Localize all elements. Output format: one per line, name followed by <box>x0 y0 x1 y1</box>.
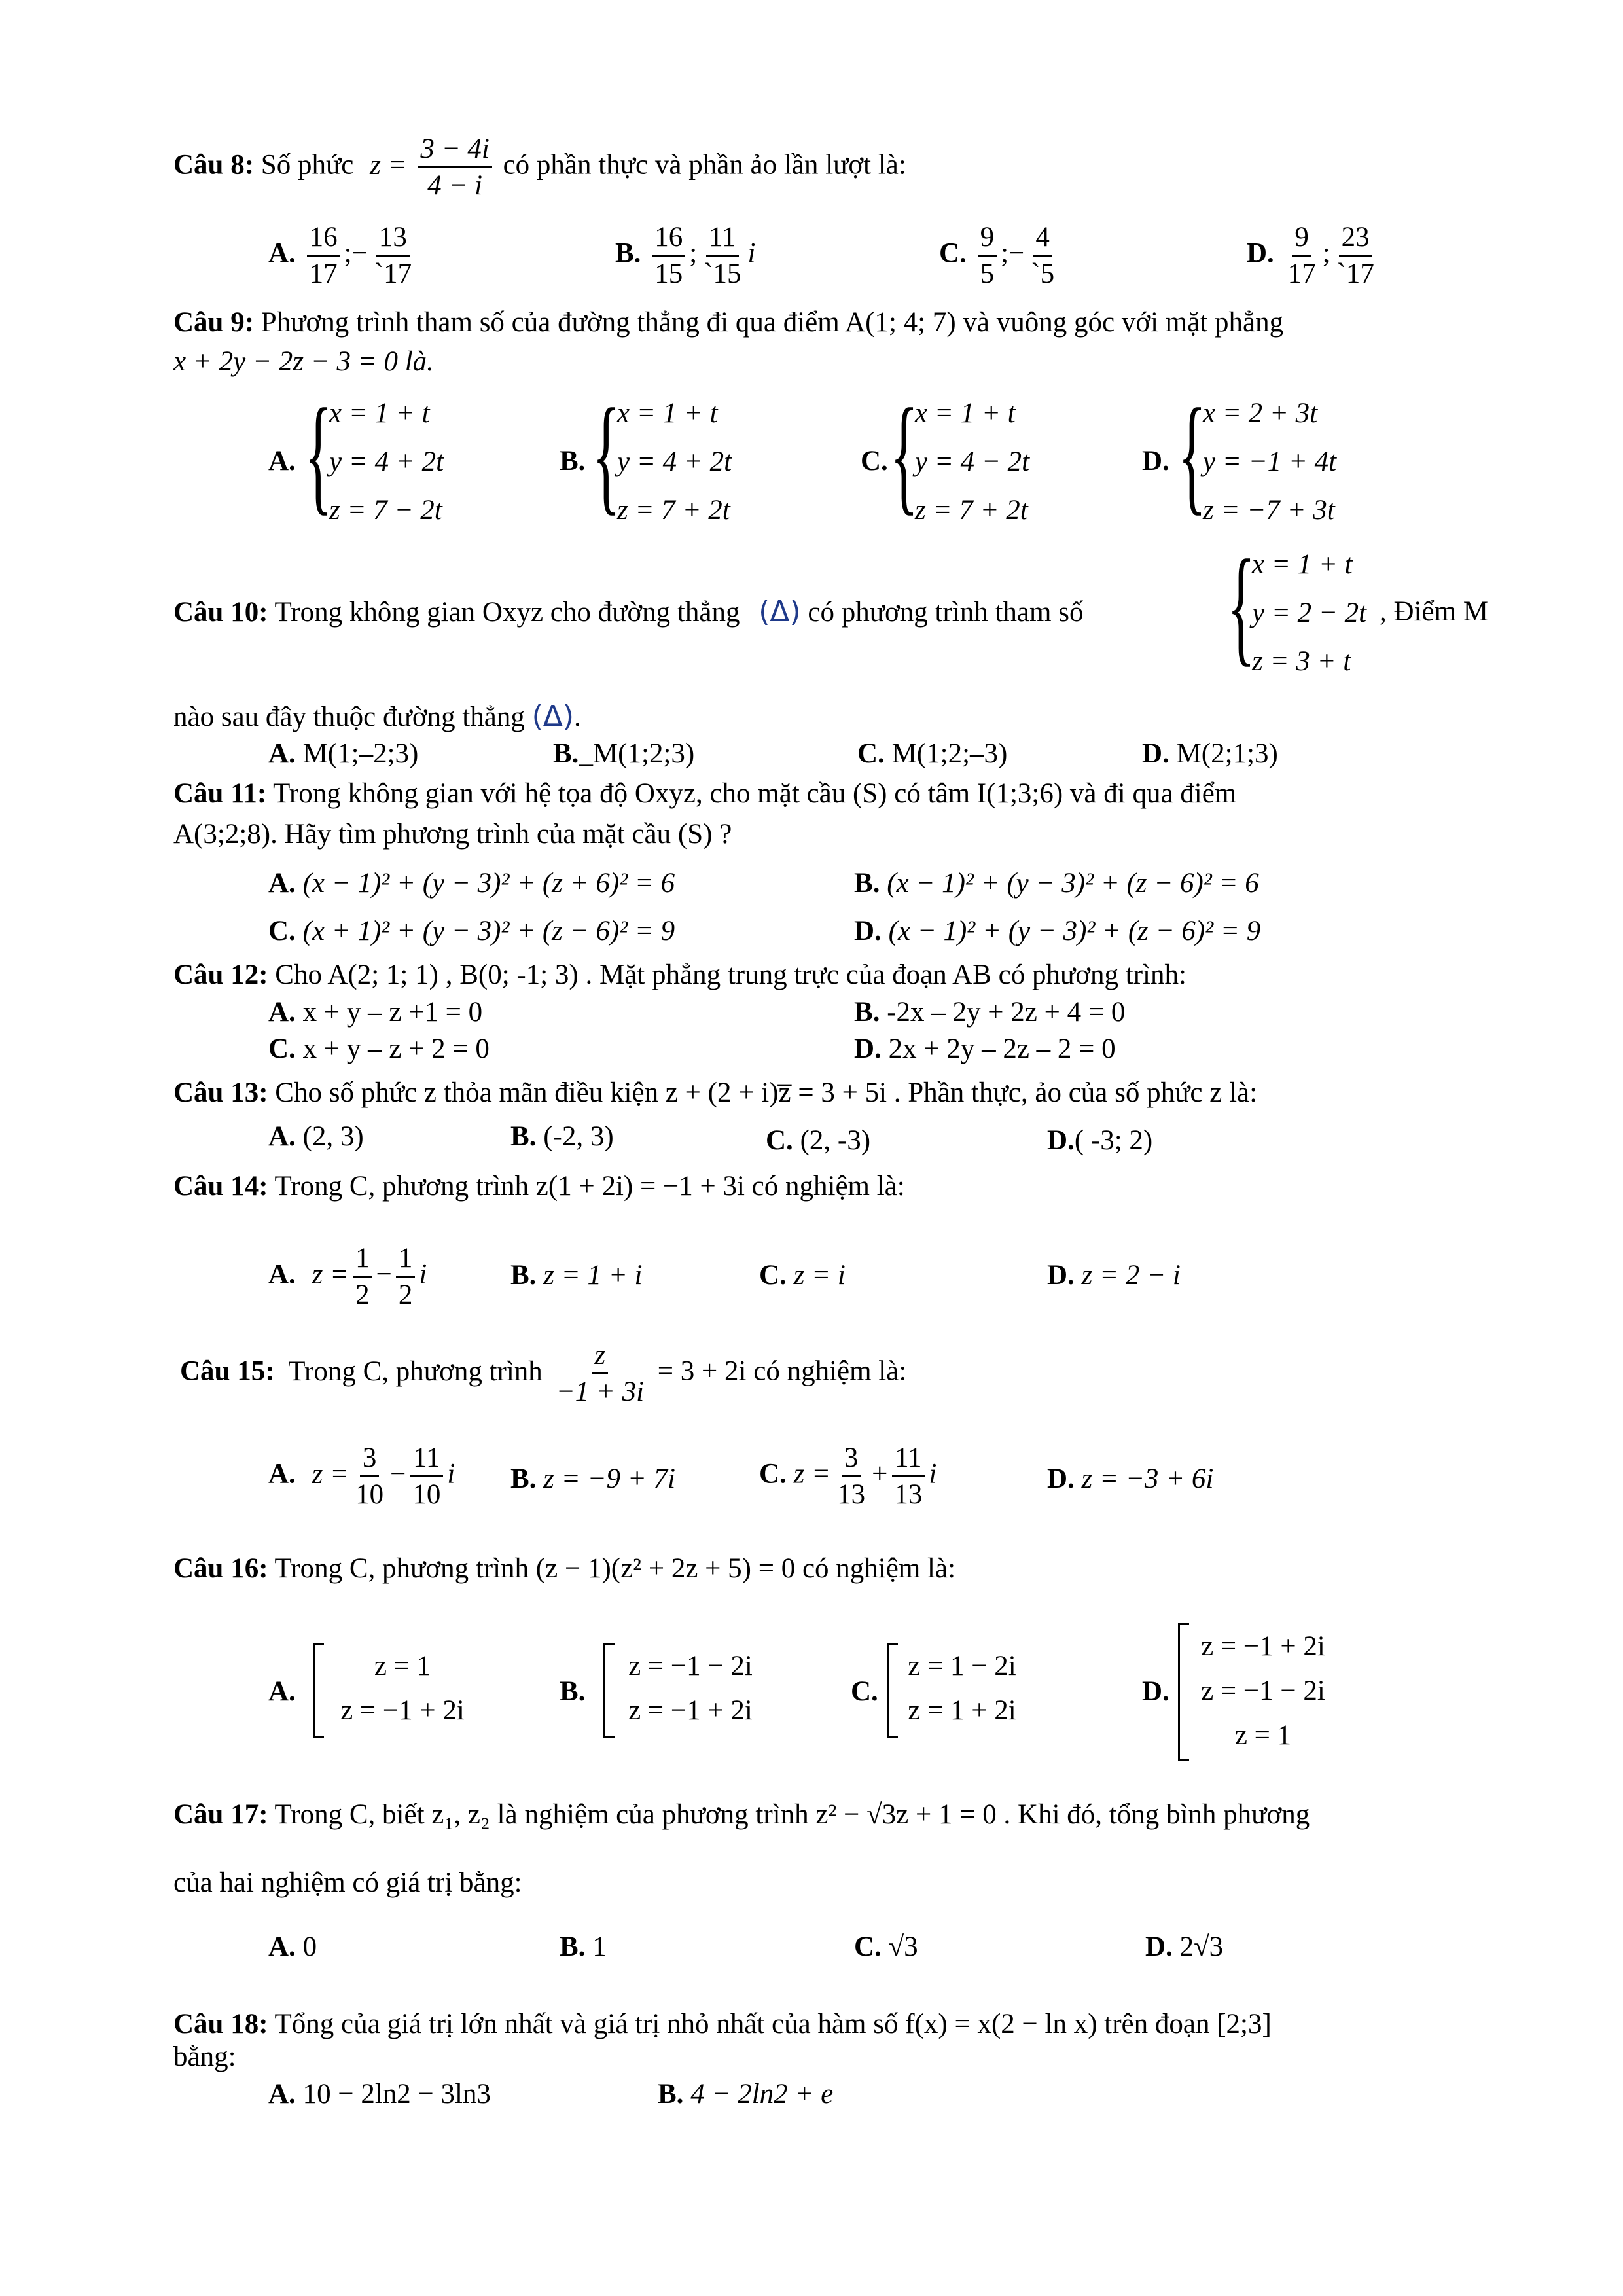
answer-option[interactable] <box>615 223 755 289</box>
brace-symbol: { <box>1178 382 1207 527</box>
option-label: B. <box>615 238 641 269</box>
fraction <box>834 1443 868 1509</box>
answer-option[interactable] <box>857 738 1007 770</box>
numerator: 11 <box>410 1443 442 1477</box>
question-label: Câu 16: <box>173 1553 268 1584</box>
numerator: 16 <box>307 223 340 257</box>
question-text: . <box>574 702 581 732</box>
solution-set[interactable] <box>897 1644 1027 1733</box>
option-text: 2x + 2y – 2z – 2 = 0 <box>888 1033 1116 1064</box>
question-text: Trong không gian Oxyz cho đường thẳng <box>274 597 740 628</box>
option-text: (x − 1)² + (y − 3)² + (z − 6)² = 6 <box>887 868 1259 899</box>
question-text: = 3 + 2i có nghiệm là: <box>657 1355 907 1387</box>
denominator: 5 <box>980 259 995 290</box>
denominator: 13 <box>837 1479 866 1511</box>
option-text: _M(1;2;3) <box>579 738 695 769</box>
question-label: Câu 18: <box>173 2009 268 2039</box>
option-label: B. <box>510 1463 537 1494</box>
option-label: C. <box>939 238 967 269</box>
question-text: có phương trình tham số <box>808 597 1084 628</box>
fraction <box>1334 223 1377 289</box>
question-label: Câu 15: <box>180 1355 275 1387</box>
option-label: C. <box>759 1458 787 1490</box>
numerator: 3 − 4i <box>418 134 491 168</box>
math-expr: z = <box>312 1458 349 1490</box>
option-text: -2x – 2y + 2z + 4 = 0 <box>887 997 1126 1028</box>
solution-row: z = −1 + 2i <box>1201 1631 1325 1662</box>
answer-option[interactable] <box>1145 1931 1223 1963</box>
answer-option[interactable] <box>268 2078 491 2110</box>
option-text: z = i <box>793 1260 846 1291</box>
question-text-cont: x + 2y − 2z − 3 = 0 là. <box>173 346 434 377</box>
answer-option[interactable] <box>268 738 418 770</box>
option-label: C. <box>857 738 885 769</box>
option-text: z = 1 + i <box>543 1260 643 1291</box>
option-label[interactable]: A. <box>268 1676 296 1707</box>
question-label: Câu 10: <box>173 597 268 628</box>
numerator: 16 <box>652 223 685 257</box>
option-label: D. <box>1047 1260 1075 1291</box>
option-text: 1 <box>592 1931 607 1962</box>
option-label[interactable]: D. <box>1142 1676 1169 1707</box>
answer-option[interactable] <box>1142 738 1278 770</box>
option-label: A. <box>268 1121 296 1152</box>
option-text: 4 − 2ln2 + e <box>690 2079 834 2109</box>
answer-option[interactable] <box>766 1124 870 1157</box>
question-label: Câu 11: <box>173 778 267 809</box>
option-label[interactable]: B. <box>560 446 586 476</box>
question-text: Trong C, phương trình z(1 + 2i) = −1 + 3i có nghiệm là: <box>274 1171 905 1202</box>
numerator: 3 <box>360 1443 380 1477</box>
fraction <box>978 223 997 289</box>
option-label: D. <box>1047 1125 1075 1156</box>
answer-option[interactable] <box>939 223 1061 289</box>
imag-unit: i <box>929 1458 937 1490</box>
fraction <box>307 223 340 289</box>
numerator: 11 <box>892 1443 924 1477</box>
option-label: C. <box>268 1033 296 1064</box>
question-12 <box>173 959 1186 991</box>
option-text: z = −3 + 6i <box>1081 1463 1214 1494</box>
fraction <box>891 1443 925 1509</box>
numerator: 13 <box>376 223 410 257</box>
question-text: nào sau đây thuộc đường thẳng <box>173 702 525 732</box>
operator: − <box>390 1458 406 1490</box>
question-text: , Điểm M <box>1380 596 1489 627</box>
math-expr: z = <box>312 1259 349 1290</box>
question-14 <box>173 1170 905 1202</box>
system-rows <box>617 389 732 535</box>
option-text: (x − 1)² + (y − 3)² + (z − 6)² = 9 <box>888 916 1261 946</box>
question-label: Câu 12: <box>173 960 268 990</box>
system-row: y = 4 + 2t <box>329 446 444 477</box>
option-text: (-2, 3) <box>543 1121 614 1152</box>
answer-option[interactable] <box>1047 1463 1213 1495</box>
option-label: D. <box>1047 1463 1075 1494</box>
solution-row: z = −1 + 2i <box>628 1695 753 1726</box>
fraction <box>396 1244 416 1310</box>
question-16 <box>173 1552 955 1585</box>
system-row: z = 3 + t <box>1252 646 1351 677</box>
answer-option[interactable] <box>268 1121 364 1153</box>
brace-symbol: { <box>592 382 621 527</box>
answer-option[interactable] <box>560 1931 607 1963</box>
question-label: Câu 17: <box>173 1799 268 1830</box>
question-9 <box>173 306 1283 338</box>
question-label: Câu 8: <box>173 149 255 181</box>
denominator: −1 + 3i <box>556 1376 645 1408</box>
solution-set[interactable] <box>1188 1624 1338 1758</box>
option-text: x + y – z +1 = 0 <box>302 997 483 1028</box>
system-row: y = −1 + 4t <box>1203 446 1337 477</box>
denominator: 4 − i <box>427 170 483 202</box>
numerator: 3 <box>842 1443 861 1477</box>
question-text-cont: A(3;2;8). Hãy tìm phương trình của mặt cầu (S) ? <box>173 819 732 850</box>
option-text: 2√3 <box>1179 1931 1224 1962</box>
fraction <box>1028 223 1057 289</box>
delta-symbol: (Δ) <box>758 595 801 628</box>
option-label[interactable]: D. <box>1142 446 1169 476</box>
answer-option[interactable] <box>510 1121 614 1153</box>
system-rows <box>1203 389 1336 535</box>
option-text: z = 2 − i <box>1081 1260 1181 1291</box>
question-10 <box>173 596 1083 629</box>
option-label: A. <box>268 1259 296 1290</box>
option-text: (2, 3) <box>302 1121 364 1152</box>
option-label: D. <box>854 1033 882 1064</box>
option-text: 0 <box>302 1931 317 1962</box>
question-text-cont: của hai nghiệm có giá trị bằng: <box>173 1867 522 1898</box>
question-text-cont <box>173 700 581 734</box>
fraction <box>353 1443 386 1509</box>
system-row: z = 7 + 2t <box>915 495 1028 526</box>
option-label[interactable]: C. <box>861 446 888 476</box>
denominator: 15 <box>654 259 683 290</box>
option-label: D. <box>1142 738 1169 769</box>
brace-symbol: { <box>304 382 333 527</box>
solution-row: z = −1 + 2i <box>340 1695 465 1726</box>
solution-row: z = −1 − 2i <box>1201 1676 1325 1706</box>
option-text: M(1;–2;3) <box>302 738 419 769</box>
answer-option[interactable] <box>854 996 1125 1028</box>
brace-symbol: { <box>1227 533 1256 678</box>
option-text: x + y – z + 2 = 0 <box>302 1033 490 1064</box>
system-rows <box>1252 541 1366 686</box>
operator: − <box>376 1259 392 1290</box>
question-text: Phương trình tham số của đường thẳng đi qua điểm A(1; 4; 7) và vuông góc với mặt phẳng <box>260 307 1284 338</box>
solution-set[interactable] <box>615 1644 766 1733</box>
answer-option[interactable] <box>268 1931 317 1963</box>
denominator: `5 <box>1031 259 1055 290</box>
question-13 <box>173 1077 1257 1109</box>
fraction <box>652 223 685 289</box>
option-label: D. <box>854 916 882 946</box>
answer-option[interactable] <box>268 1244 427 1310</box>
option-label: A. <box>268 997 296 1028</box>
system-row: x = 1 + t <box>915 398 1016 429</box>
answer-option[interactable] <box>268 915 675 947</box>
option-text: 10 − 2ln2 − 3ln3 <box>302 2079 491 2109</box>
answer-option[interactable] <box>268 996 482 1028</box>
option-label: B. <box>854 997 880 1028</box>
option-label: B. <box>553 738 579 769</box>
separator: ;− <box>1001 238 1025 269</box>
answer-option[interactable] <box>268 867 675 899</box>
option-label: C. <box>854 1931 882 1962</box>
denominator: 10 <box>355 1479 384 1511</box>
math-expr: z = <box>370 149 407 181</box>
imag-unit: i <box>447 1458 455 1490</box>
answer-option[interactable] <box>553 738 694 770</box>
question-11 <box>173 778 1236 810</box>
option-label: B. <box>854 868 880 899</box>
brace-symbol: { <box>890 382 919 527</box>
question-15 <box>180 1340 906 1407</box>
question-text: Cho A(2; 1; 1) , B(0; -1; 3) . Mặt phẳng trung trực của đoạn AB có phương trình: <box>275 960 1186 990</box>
option-label: B. <box>510 1121 537 1152</box>
denominator: 13 <box>894 1479 923 1511</box>
answer-option[interactable] <box>1047 1124 1152 1157</box>
system-row: y = 2 − 2t <box>1252 598 1367 628</box>
answer-option[interactable] <box>268 1033 490 1065</box>
option-label: C. <box>268 916 296 946</box>
answer-option[interactable] <box>268 223 418 289</box>
imag-unit: i <box>747 238 756 269</box>
numerator: 23 <box>1339 223 1372 257</box>
imag-unit: i <box>419 1259 427 1290</box>
question-label: Câu 14: <box>173 1171 268 1202</box>
option-text: M(1;2;–3) <box>891 738 1008 769</box>
option-label: A. <box>268 868 296 899</box>
question-label: Câu 9: <box>173 307 255 338</box>
solution-row: z = 1 + 2i <box>908 1695 1016 1726</box>
bracket-symbol <box>313 1643 324 1738</box>
denominator: `17 <box>1336 259 1374 290</box>
question-text-cont: bằng: <box>173 2041 236 2072</box>
option-label: B. <box>658 2079 684 2109</box>
option-text: (x + 1)² + (y − 3)² + (z − 6)² = 9 <box>302 916 675 946</box>
system-row: x = 1 + t <box>1252 549 1353 580</box>
question-text: Tổng của giá trị lớn nhất và giá trị nhỏ nhất của hàm số f(x) = x(2 − ln x) trên đoạn [2;3] <box>274 2009 1272 2039</box>
answer-option[interactable] <box>510 1463 675 1495</box>
operator: + <box>872 1458 888 1490</box>
separator: ;− <box>344 238 368 269</box>
option-label: B. <box>560 1931 586 1962</box>
system-row: x = 2 + 3t <box>1203 398 1318 429</box>
numerator: 1 <box>396 1244 416 1278</box>
system-rows <box>915 389 1029 535</box>
question-17 <box>173 1799 1310 1831</box>
numerator: 1 <box>353 1244 372 1278</box>
numerator: 9 <box>978 223 997 257</box>
option-label: A. <box>268 1458 296 1490</box>
option-text: M(2;1;3) <box>1176 738 1278 769</box>
option-label: B. <box>510 1260 537 1291</box>
system-row: x = 1 + t <box>617 398 718 429</box>
question-label: Câu 13: <box>173 1077 268 1108</box>
numerator: 11 <box>706 223 738 257</box>
option-text: (2, -3) <box>800 1125 871 1156</box>
denominator: 17 <box>1287 259 1316 290</box>
question-text: có phần thực và phần ảo lần lượt là: <box>503 149 906 181</box>
bracket-symbol <box>603 1643 615 1738</box>
system-row: z = 7 + 2t <box>617 495 730 526</box>
option-label: A. <box>268 2079 296 2109</box>
option-label: C. <box>766 1125 793 1156</box>
solution-set[interactable] <box>327 1644 478 1733</box>
system-row: x = 1 + t <box>329 398 430 429</box>
answer-option[interactable] <box>268 1443 455 1509</box>
question-text: Trong C, phương trình <box>288 1355 543 1387</box>
option-label[interactable]: A. <box>268 446 296 476</box>
system-row: z = 7 − 2t <box>329 495 442 526</box>
separator: ; <box>1322 238 1330 269</box>
solution-row: z = 1 − 2i <box>908 1651 1016 1681</box>
fraction <box>353 1244 372 1310</box>
answer-option[interactable] <box>854 1931 918 1963</box>
answer-option[interactable] <box>759 1259 846 1291</box>
option-label: D. <box>1145 1931 1173 1962</box>
option-text: z = −9 + 7i <box>543 1463 675 1494</box>
answer-option[interactable] <box>658 2078 833 2110</box>
question-text: Trong không gian với hệ tọa độ Oxyz, cho mặt cầu (S) có tâm I(1;3;6) và đi qua điểm <box>273 778 1237 809</box>
fraction <box>372 223 414 289</box>
question-text: Trong C, biết z₁, z₂ là nghiệm của phương trình z² − √3z + 1 = 0 . Khi đó, tổng bình phương <box>274 1799 1310 1830</box>
answer-option[interactable] <box>854 915 1260 947</box>
answer-option[interactable] <box>854 867 1259 899</box>
system-row: y = 4 − 2t <box>915 446 1030 477</box>
option-text: ( -3; 2) <box>1074 1125 1153 1156</box>
question-text: Số phức <box>260 149 354 181</box>
fraction <box>554 1340 647 1407</box>
denominator: 17 <box>309 259 338 290</box>
delta-symbol: (Δ) <box>531 700 575 733</box>
system-rows <box>329 389 444 535</box>
fraction <box>410 1443 443 1509</box>
option-label: A. <box>268 238 296 269</box>
denominator: `17 <box>374 259 412 290</box>
answer-option[interactable] <box>854 1033 1116 1065</box>
system-row: y = 4 + 2t <box>617 446 732 477</box>
numerator: z <box>592 1340 608 1374</box>
option-label: A. <box>268 1931 296 1962</box>
solution-row: z = 1 <box>1234 1720 1292 1751</box>
numerator: 4 <box>1033 223 1052 257</box>
separator: ; <box>689 238 698 269</box>
denominator: 2 <box>355 1280 370 1311</box>
solution-row: z = 1 <box>374 1651 431 1681</box>
denominator: 2 <box>398 1280 413 1311</box>
system-row: z = −7 + 3t <box>1203 495 1335 526</box>
option-text: (x − 1)² + (y − 3)² + (z + 6)² = 6 <box>302 868 675 899</box>
fraction <box>701 223 743 289</box>
question-18 <box>173 2008 1272 2040</box>
answer-option[interactable] <box>1247 223 1381 289</box>
solution-row: z = −1 − 2i <box>628 1651 753 1681</box>
option-label[interactable]: C. <box>851 1676 878 1707</box>
option-label: C. <box>759 1260 787 1291</box>
answer-option[interactable] <box>510 1259 642 1291</box>
option-label[interactable]: B. <box>560 1676 586 1707</box>
question-text: Cho số phức z thỏa mãn điều kiện z + (2 + i)z̅ = 3 + 5i . Phần thực, ảo của số phức z là: <box>275 1077 1258 1108</box>
option-label: D. <box>1247 238 1274 269</box>
question-text: Trong C, phương trình (z − 1)(z² + 2z + 5) = 0 có nghiệm là: <box>274 1553 956 1584</box>
option-text: √3 <box>888 1931 918 1962</box>
math-expr: z = <box>793 1458 831 1490</box>
fraction <box>1285 223 1319 289</box>
fraction <box>418 134 491 200</box>
answer-option[interactable] <box>1047 1259 1181 1291</box>
answer-option[interactable] <box>759 1443 936 1509</box>
question-8 <box>173 134 906 200</box>
numerator: 9 <box>1292 223 1311 257</box>
option-label: A. <box>268 738 296 769</box>
denominator: 10 <box>412 1479 441 1511</box>
denominator: `15 <box>704 259 741 290</box>
